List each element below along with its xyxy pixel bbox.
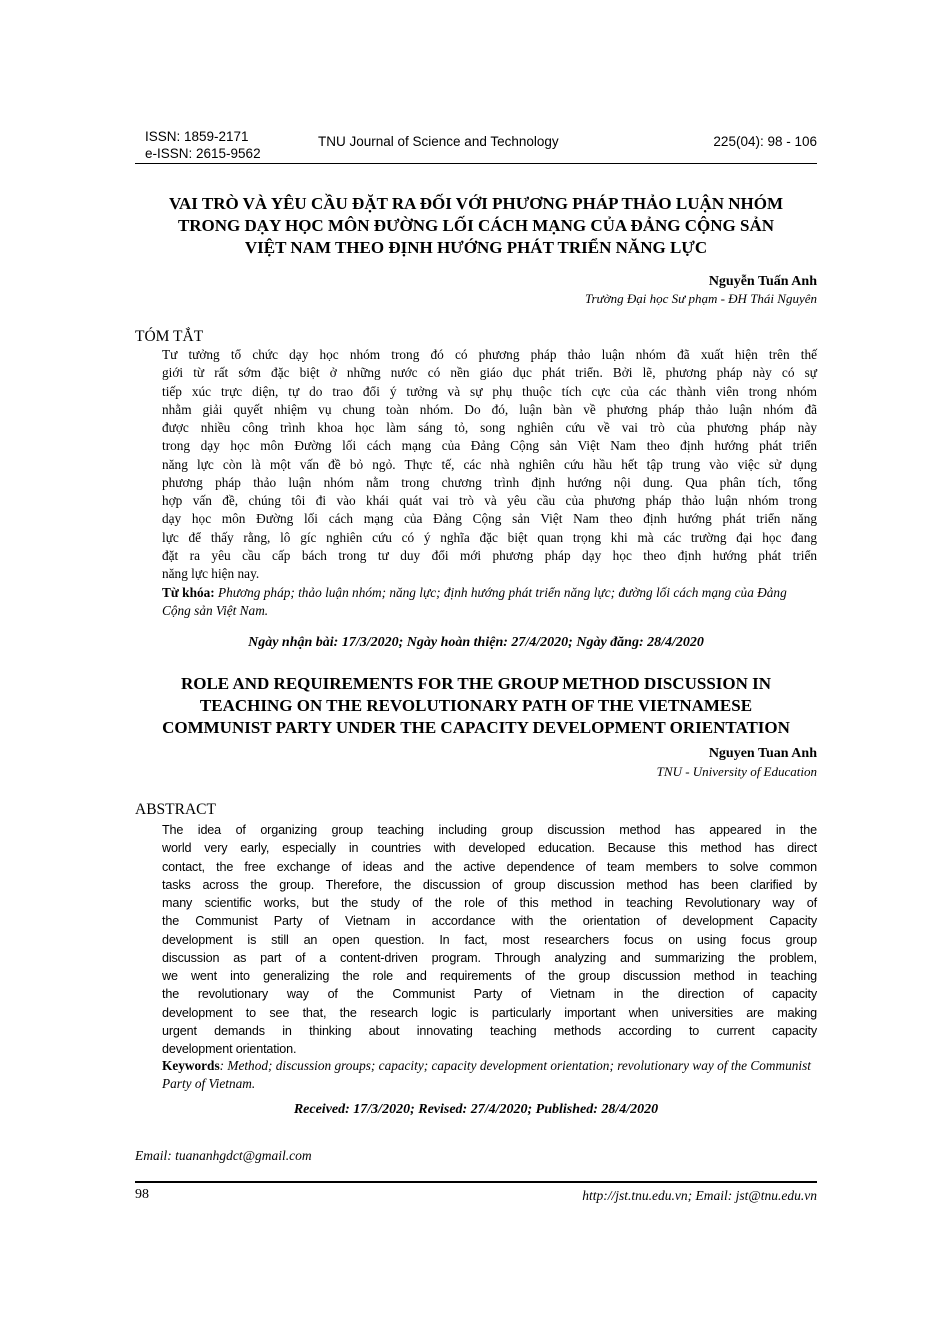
vi-title-line: VIỆT NAM THEO ĐỊNH HƯỚNG PHÁT TRIỂN NĂNG LỰC xyxy=(244,238,708,257)
abstract-line: được nhiều công trình khoa học làm sáng tỏ, song nghiên cứu về vai trò của phương pháp này xyxy=(162,420,817,435)
en-abstract xyxy=(162,821,817,1058)
volume-pages: 225(04): 98 - 106 xyxy=(713,134,817,149)
vi-title-line: VAI TRÒ VÀ YÊU CẦU ĐẶT RA ĐỐI VỚI PHƯƠNG PHÁP THẢO LUẬN NHÓM xyxy=(168,194,784,213)
vi-abstract-heading: TÓM TẮT xyxy=(135,328,204,345)
vi-keywords-text: Phương pháp; thảo luận nhóm; năng lực; định hướng phát triển năng lực; đường lối cách mạng của Đảng Cộng sản Việt Nam. xyxy=(162,585,787,619)
abstract-line: lực để thấy rằng, lô gíc nghiên cứu có ý nghĩa đặc biệt quan trọng khi mà các trường đại học đang xyxy=(162,529,817,545)
abstract-line: tiếp xúc trực diện, tự do trao đổi ý tưởng và sự phụ thuộc tích cực của các thành viên trong nhóm xyxy=(162,383,817,399)
abstract-line: the Communist Party of Vietnam in accordance with the orientation of development Capacity xyxy=(162,914,817,929)
vi-dates: Ngày nhận bài: 17/3/2020; Ngày hoàn thiện: 27/4/2020; Ngày đăng: 28/4/2020 xyxy=(248,635,704,650)
en-author: Nguyen Tuan Anh xyxy=(708,746,817,761)
abstract-line: discussion as part of a content-driven program. Through analyzing and summarizing the problem, xyxy=(162,950,817,965)
abstract-line: the revolutionary way of the Communist Party of Vietnam in the direction of capacity xyxy=(162,987,817,1002)
abstract-line: development is still an open question. In fact, most researchers focus on using focus group xyxy=(162,932,817,947)
vi-keywords-label: Từ khóa: xyxy=(162,585,215,600)
abstract-line: nhằm giải quyết nhiệm vụ chung toàn nhóm. Do đó, luận bàn về phương pháp thảo luận nhóm đã xyxy=(162,401,817,417)
vi-title xyxy=(135,193,817,259)
vi-author: Nguyễn Tuấn Anh xyxy=(708,274,817,289)
abstract-line: giới từ rất sớm đặc biệt ở những nước có nền giáo dục phát triển. Bởi lẽ, phương pháp này có sự xyxy=(162,365,817,381)
abstract-line: năng lực còn là một vấn đề bỏ ngỏ. Thực tế, các nhà nghiên cứu hầu hết tập trung vào việc sử dụng xyxy=(162,456,817,472)
abstract-line: The idea of organizing group teaching including group discussion method has appeared in the xyxy=(162,823,817,837)
abstract-line: năng lực hiện nay. xyxy=(162,566,260,581)
abstract-line: trong dạy học môn Đường lối cách mạng của Đảng Cộng sản Việt Nam theo định hướng phát triển xyxy=(162,438,817,454)
vi-keywords xyxy=(162,584,817,621)
issn xyxy=(145,128,261,162)
abstract-line: urgent demands in thinking about innovating teaching methods according to current capacity xyxy=(162,1023,817,1038)
abstract-line: hợp vấn đề, chúng tôi đi vào khái quát vai trò và yêu cầu của phương pháp thảo luận nhóm trong xyxy=(162,493,817,508)
vi-affiliation: Trường Đại học Sư phạm - ĐH Thái Nguyên xyxy=(584,291,817,306)
page-number: 98 xyxy=(135,1187,149,1202)
abstract-line: we went into generalizing the role and requirements of the group discussion method in teaching xyxy=(162,969,817,983)
abstract-line: phương pháp thảo luận nhóm nằm trong chương trình định hướng nội dung. Qua phân tích, tổng xyxy=(162,474,817,490)
abstract-line: tasks across the group. Therefore, the discussion of group discussion method has been clarified by xyxy=(162,877,817,892)
issn-electronic: e-ISSN: 2615-9562 xyxy=(145,146,261,161)
abstract-line: Tư tưởng tổ chức dạy học nhóm trong đó có phương pháp thảo luận nhóm đã xuất hiện trên thế xyxy=(162,347,817,362)
issn-print: ISSN: 1859-2171 xyxy=(145,129,249,144)
author-email: Email: tuananhgdct@gmail.com xyxy=(135,1148,312,1163)
en-keywords xyxy=(162,1057,817,1094)
abstract-line: development orientation. xyxy=(162,1042,297,1056)
abstract-line: dạy học môn Đường lối cách mạng của Đảng Cộng sản Việt Nam theo định hướng phát triển năng xyxy=(162,511,817,527)
abstract-line: đặt ra yêu cầu cấp bách trong tư duy đổi mới phương pháp dạy học theo định hướng phát triển xyxy=(162,547,817,563)
abstract-line: development to see that, the research logic is particularly important when universities are making xyxy=(162,1005,817,1020)
en-title-line: ROLE AND REQUIREMENTS FOR THE GROUP METHOD DISCUSSION IN xyxy=(180,674,772,693)
en-affiliation: TNU - University of Education xyxy=(656,764,817,779)
en-dates: Received: 17/3/2020; Revised: 27/4/2020; Published: 28/4/2020 xyxy=(293,1102,659,1117)
footer-contact: http://jst.tnu.edu.vn; Email: jst@tnu.edu.vn xyxy=(582,1188,817,1203)
en-title-line: TEACHING ON THE REVOLUTIONARY PATH OF THE VIETNAMESE xyxy=(199,696,753,715)
en-title xyxy=(135,673,817,739)
journal-name: TNU Journal of Science and Technology xyxy=(318,134,559,149)
en-abstract-heading: ABSTRACT xyxy=(135,801,216,818)
en-keywords-text: : Method; discussion groups; capacity; capacity development orientation; revolutionary way of the Communist Party of Vietnam. xyxy=(162,1058,811,1092)
abstract-line: contact, the free exchange of ideas and the active dependence of team members to solve common xyxy=(162,859,817,874)
header-rule xyxy=(135,163,817,164)
abstract-line: many scientific works, but the study of the role of this method in teaching Revolutionary way of xyxy=(162,896,817,910)
en-keywords-label: Keywords xyxy=(162,1058,220,1073)
vi-abstract xyxy=(162,346,817,583)
abstract-line: world very early, especially in countries with developed education. Because this method has direct xyxy=(162,841,817,856)
vi-title-line: TRONG DẠY HỌC MÔN ĐƯỜNG LỐI CÁCH MẠNG CỦA ĐẢNG CỘNG SẢN xyxy=(177,216,775,235)
en-title-line: COMMUNIST PARTY UNDER THE CAPACITY DEVELOPMENT ORIENTATION xyxy=(162,718,790,737)
footer-rule xyxy=(135,1181,817,1183)
